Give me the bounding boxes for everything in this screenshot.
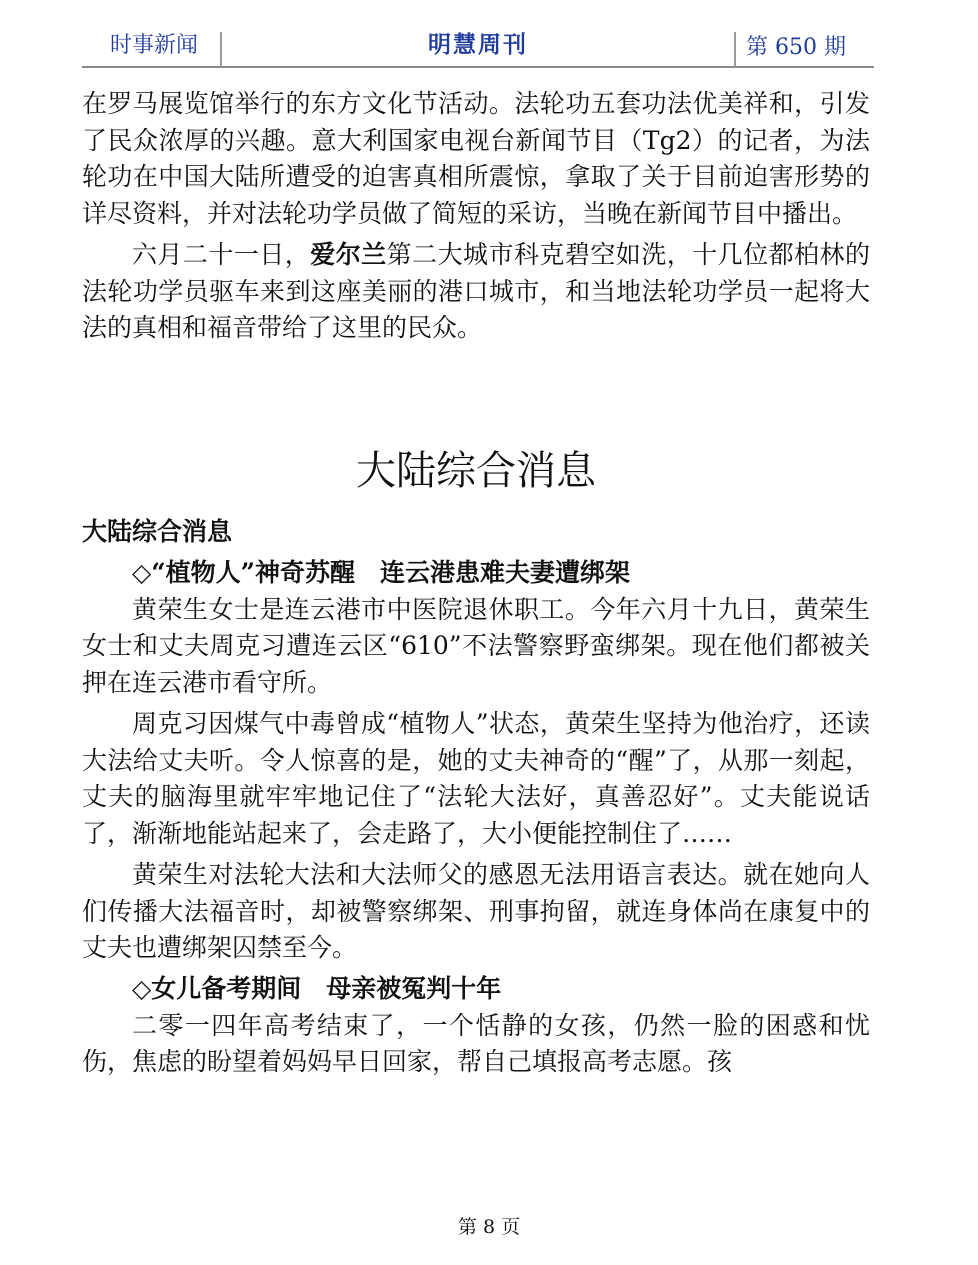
- header-issue-number: 第 650 期: [746, 35, 846, 60]
- page-content: [82, 86, 870, 1081]
- header-divider-right: [734, 32, 736, 66]
- item1-title: ◇“植物人”神奇苏醒 连云港患难夫妻遭绑架: [132, 557, 630, 587]
- ireland-text-before: 六月二十一日，: [132, 240, 311, 269]
- header-publication-title: 明慧周刊: [428, 31, 528, 58]
- paragraph-ireland: [82, 237, 870, 347]
- header-rule: [82, 66, 874, 68]
- page-number: 第 8 页: [457, 1216, 521, 1238]
- page-header: [82, 22, 874, 68]
- item2-paragraph-1: 二零一四年高考结束了，一个恬静的女孩，仍然一脸的困惑和忧伤，焦虑的盼望着妈妈早日回家，帮自己填报高考志愿。孩: [82, 1010, 870, 1076]
- item2-title: ◇女儿备考期间 母亲被冤判十年: [132, 973, 502, 1003]
- item1-paragraph-3: 黄荣生对法轮大法和大法师父的感恩无法用语言表达。就在她向人们传播大法福音时，却被警察绑架、刑事拘留，就连身体尚在康复中的丈夫也遭绑架囚禁至今。: [82, 860, 870, 962]
- paragraph-rome-festival: 在罗马展览馆举行的东方文化节活动。法轮功五套功法优美祥和，引发了民众浓厚的兴趣。意大利国家电视台新闻节目（Tg2）的记者，为法轮功在中国大陆所遭受的迫害真相所震惊，拿取了关于目前迫害形势的详尽资料，并对法轮功学员做了简短的采访，当晚在新闻节目中播出。: [82, 89, 870, 228]
- main-section-title: 大陆综合消息: [356, 447, 596, 494]
- item1-paragraph-1: 黄荣生女士是连云港市中医院退休职工。今年六月十九日，黄荣生女士和丈夫周克习遭连云区“610”不法警察野蛮绑架。现在他们都被关押在连云港市看守所。: [82, 594, 870, 697]
- ireland-bold-text: 爱尔兰: [310, 240, 387, 269]
- item1-paragraph-2: 周克习因煤气中毒曾成“植物人”状态，黄荣生坚持为他治疗，还读大法给丈夫听。令人惊喜的是，她的丈夫神奇的“醒”了，从那一刻起，丈夫的脑海里就牢牢地记住了“法轮大法好，真善忍好”。丈夫能说话了，渐渐地能站起来了，会走路了，大小便能控制住了……: [82, 709, 870, 848]
- ireland-text-after: 第二大城市科克碧空如洗，十几位都柏林的法轮功学员驱车来到这座美丽的港口城市，和当地法轮功学员一起将大法的真相和福音带给了这里的民众。: [82, 240, 870, 342]
- header-section-label: 时事新闻: [110, 33, 199, 58]
- subsection-title: 大陆综合消息: [82, 516, 233, 546]
